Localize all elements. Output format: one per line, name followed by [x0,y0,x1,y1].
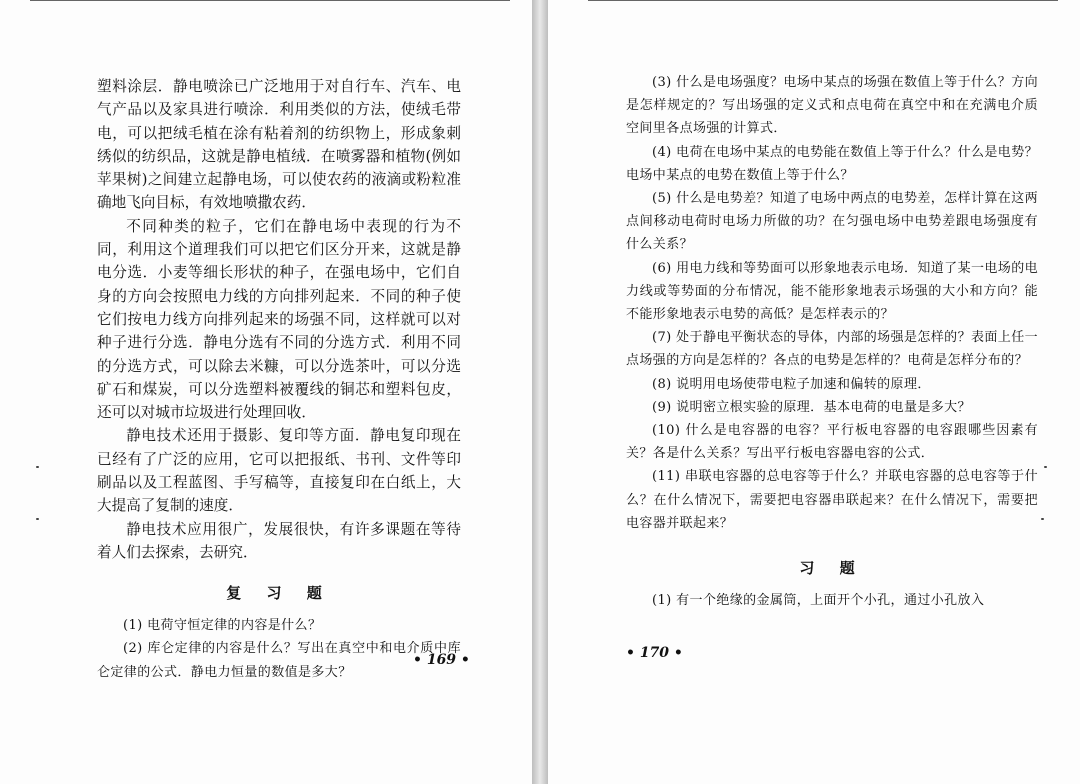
review-question: (2) 库仑定律的内容是什么？写出在真空中和电介质中库仑定律的公式．静电力恒量的数值是多大？ [97,641,461,680]
paragraph: 塑料涂层．静电喷涂已广泛地用于对自行车、汽车、电气产品以及家具进行喷涂．利用类似的方法，使绒毛带电，可以把绒毛植在涂有粘着剂的纺织物上，形成象刺绣似的纺织品，这就是静电植绒．在喷雾器和植物(例如苹果树)之间建立起静电场，可以使农药的液滴或粉粒准确地飞向目标，有效地喷撒农药． [97,78,461,212]
review-question: (7) 处于静电平衡状态的导体，内部的场强是怎样的？表面上任一点场强的方向是怎样的？各点的电势是怎样的？电荷是怎样分布的？ [626,330,1038,369]
review-question: (3) 什么是电场强度？电场中某点的场强在数值上等于什么？方向是怎样规定的？写出场强的定义式和点电荷在真空中和在充满电介质空间里各点场强的计算式． [626,75,1038,137]
scan-speck [1041,518,1044,520]
review-question: (6) 用电力线和等势面可以形象地表示电场．知道了某一电场的电力线或等势面的分布情况，能不能形象地表示场强的大小和方向？能不能形象地表示电势的高低？是怎样表示的？ [626,260,1038,323]
page-number: • 169 • [413,652,470,668]
page-top-rule [30,0,510,1]
scan-speck [36,518,39,520]
section-title-review: 复 习 题 [226,584,332,603]
left-text-column [97,75,461,684]
right-page [548,0,1080,784]
right-text-column [626,71,1038,612]
exercise-item: (1) 有一个绝缘的金属筒，上面开个小孔，通过小孔放入 [652,593,985,609]
page-number: • 170 • [626,645,683,661]
paragraph: 不同种类的粒子，它们在静电场中表现的行为不同，利用这个道理我们可以把它们区分开来，这就是静电分选．小麦等细长形状的种子，在强电场中，它们自身的方向会按照电力线的方向排列起来．不同的种子使它们按电力线方向排列起来的场强不同，这样就可以对种子进行分选．静电分选有不同的分选方式．利用不同的分选方式，可以除去米糠，可以分选茶叶，可以分选矿石和煤炭，可以分选塑料被覆线的铜芯和塑料包皮，还可以对城市垃圾进行处理回收． [97,217,461,422]
left-page [0,0,532,784]
review-question: (5) 什么是电势差？知道了电场中两点的电势差，怎样计算在这两点间移动电荷时电场力所做的功？在匀强电场中电势差跟电场强度有什么关系？ [626,191,1038,253]
review-question: (1) 电荷守恒定律的内容是什么？ [123,618,322,634]
book-gutter [532,0,548,784]
review-question: (8) 说明用电场使带电粒子加速和偏转的原理． [652,376,931,392]
scan-speck [36,466,39,468]
paragraph: 静电技术应用很广，发展很快，有许多课题在等待着人们去探索，去研究． [97,520,461,561]
section-title-exercises: 习 题 [799,559,865,578]
review-question: (9) 说明密立根实验的原理．基本电荷的电量是多大？ [652,399,971,415]
review-question: (10) 什么是电容器的电容？平行板电容器的电容跟哪些因素有关？各是什么关系？写出平行板电容器电容的公式． [626,423,1038,462]
scan-speck [1044,466,1047,468]
page-top-rule [588,0,1058,1]
review-question: (11) 串联电容器的总电容等于什么？并联电容器的总电容等于什么？在什么情况下，需要把电容器串联起来？在什么情况下，需要把电容器并联起来？ [626,469,1038,531]
review-question: (4) 电荷在电场中某点的电势能在数值上等于什么？什么是电势？电场中某点的电势在数值上等于什么？ [626,144,1038,183]
paragraph: 静电技术还用于摄影、复印等方面．静电复印现在已经有了广泛的应用，它可以把报纸、书刊、文件等印刷品以及工程蓝图、手写稿等，直接复印在白纸上，大大提高了复制的速度． [97,427,461,515]
